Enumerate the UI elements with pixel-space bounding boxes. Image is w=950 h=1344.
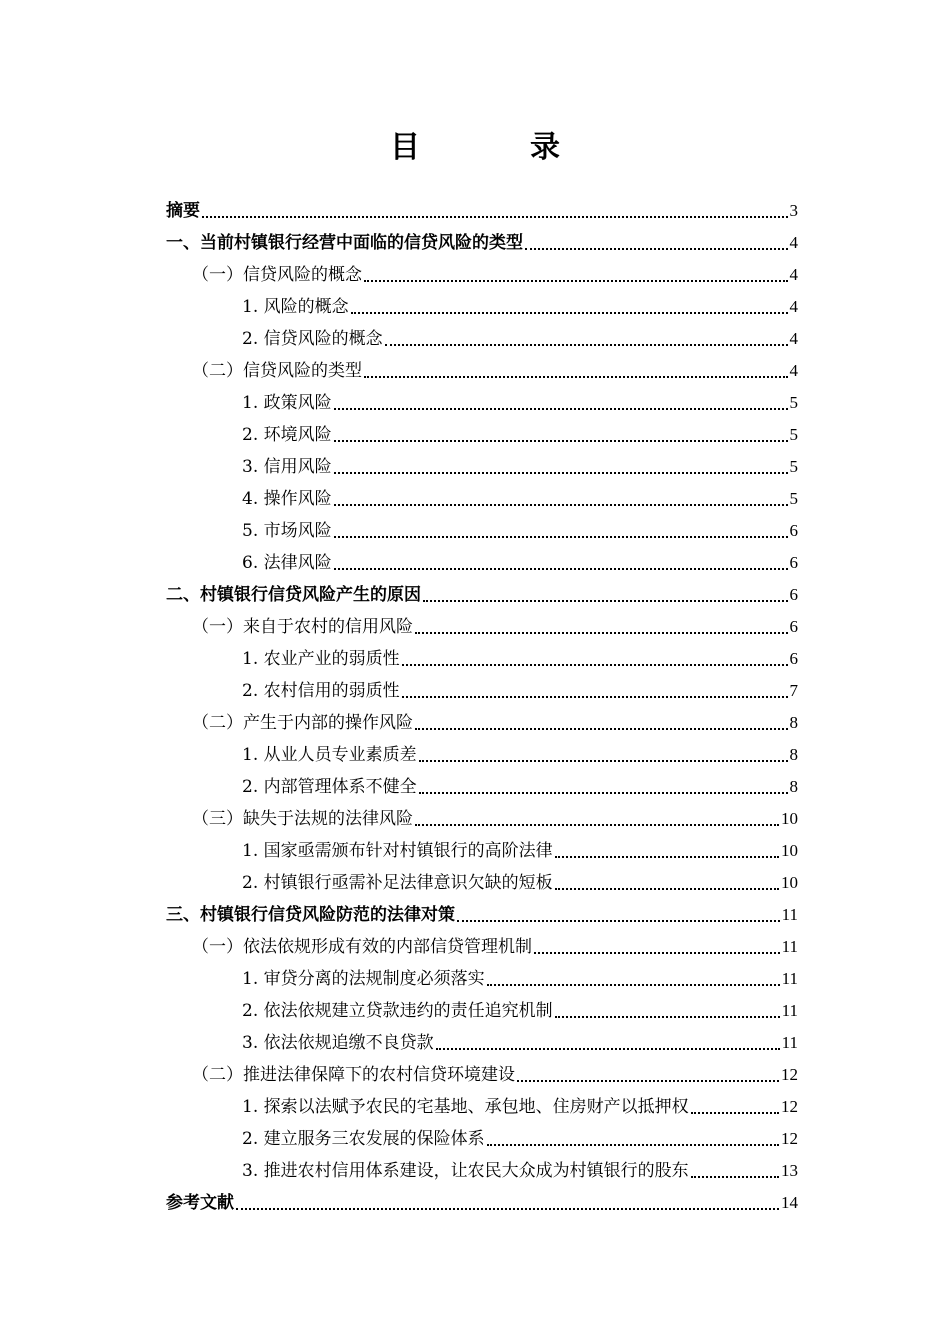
toc-entry-page: 4 <box>789 297 798 316</box>
toc-entry[interactable] <box>166 1059 798 1091</box>
toc-entry-page: 4 <box>789 329 798 348</box>
toc-entry[interactable] <box>166 1187 798 1219</box>
toc-leader-dots <box>419 792 788 794</box>
toc-leader-dots <box>525 248 788 250</box>
toc-entry-page: 10 <box>781 873 798 892</box>
toc-entry-title: 1. 从业人员专业素质差 <box>242 745 417 765</box>
toc-entry-title: 1. 政策风险 <box>242 393 332 413</box>
toc-entry-page: 7 <box>789 681 798 700</box>
toc-entry-page: 13 <box>781 1161 798 1180</box>
toc-leader-dots <box>334 568 788 570</box>
toc-entry-title: 参考文献 <box>166 1193 234 1213</box>
toc-entry-title: 摘要 <box>166 201 200 221</box>
toc-leader-dots <box>691 1112 779 1114</box>
toc-entry-title: 一、当前村镇银行经营中面临的信贷风险的类型 <box>166 233 523 253</box>
toc-entry-page: 6 <box>789 553 798 572</box>
toc-leader-dots <box>487 984 780 986</box>
toc-leader-dots <box>351 312 788 314</box>
toc-entry-page: 11 <box>781 969 798 988</box>
toc-entry-page: 6 <box>789 585 798 604</box>
toc-entry-page: 12 <box>781 1129 798 1148</box>
toc-leader-dots <box>334 536 788 538</box>
page-title: 目 录 <box>390 130 600 165</box>
toc-entry-page: 5 <box>789 393 798 412</box>
toc-entry[interactable] <box>166 643 798 675</box>
toc-entry-page: 10 <box>781 841 798 860</box>
toc-entry-page: 4 <box>789 361 798 380</box>
toc-leader-dots <box>415 824 779 826</box>
toc-leader-dots <box>334 440 788 442</box>
toc-entry-title: 1. 农业产业的弱质性 <box>242 649 400 669</box>
toc-entry-title: 1. 国家亟需颁布针对村镇银行的高阶法律 <box>242 841 553 861</box>
toc-leader-dots <box>534 952 780 954</box>
toc-entry-title: 2. 环境风险 <box>242 425 332 445</box>
toc-entry-title: 二、村镇银行信贷风险产生的原因 <box>166 585 421 605</box>
toc-entry-title: 3. 信用风险 <box>242 457 332 477</box>
toc-entry-page: 12 <box>781 1097 798 1116</box>
toc-entry-title: （一）依法依规形成有效的内部信贷管理机制 <box>192 937 532 957</box>
toc-entry[interactable] <box>166 387 798 419</box>
toc-entry[interactable] <box>166 1123 798 1155</box>
toc-entry-title: 2. 信贷风险的概念 <box>242 329 383 349</box>
toc-entry-page: 11 <box>781 905 798 924</box>
toc-entry-page: 5 <box>789 425 798 444</box>
toc-entry-page: 6 <box>789 649 798 668</box>
toc-entry-title: 3. 推进农村信用体系建设，让农民大众成为村镇银行的股东 <box>242 1161 689 1181</box>
toc-leader-dots <box>517 1080 779 1082</box>
toc-entry-page: 3 <box>789 201 798 220</box>
toc-leader-dots <box>415 728 788 730</box>
toc-entry-page: 10 <box>781 809 798 828</box>
toc-leader-dots <box>419 760 788 762</box>
toc-entry-page: 8 <box>789 777 798 796</box>
toc-entry-page: 12 <box>781 1065 798 1084</box>
toc-entry-page: 8 <box>789 713 798 732</box>
toc-entry[interactable] <box>166 803 798 835</box>
toc-entry-page: 4 <box>789 265 798 284</box>
toc-leader-dots <box>415 632 788 634</box>
toc-entry[interactable] <box>166 195 798 227</box>
toc-entry-page: 5 <box>789 489 798 508</box>
toc-entry-page: 6 <box>789 617 798 636</box>
toc-entry-title: 1. 探索以法赋予农民的宅基地、承包地、住房财产以抵押权 <box>242 1097 689 1117</box>
toc-entry-page: 6 <box>789 521 798 540</box>
toc-entry-title: 6. 法律风险 <box>242 553 332 573</box>
toc-entry-page: 11 <box>781 1033 798 1052</box>
toc-entry[interactable] <box>166 227 798 259</box>
toc-entry-title: （三）缺失于法规的法律风险 <box>192 809 413 829</box>
toc-entry[interactable] <box>166 931 798 963</box>
toc-entry-title: 1. 审贷分离的法规制度必须落实 <box>242 969 485 989</box>
toc-entry-title: （二）产生于内部的操作风险 <box>192 713 413 733</box>
toc-leader-dots <box>691 1176 779 1178</box>
toc-leader-dots <box>402 664 788 666</box>
toc-leader-dots <box>436 1048 780 1050</box>
toc-entry-title: 2. 内部管理体系不健全 <box>242 777 417 797</box>
toc-entry[interactable] <box>166 771 798 803</box>
toc-entry[interactable] <box>166 355 798 387</box>
toc-leader-dots <box>385 344 788 346</box>
toc-entry[interactable] <box>166 1027 798 1059</box>
toc-entry-title: 2. 依法依规建立贷款违约的责任追究机制 <box>242 1001 553 1021</box>
toc-entry[interactable] <box>166 259 798 291</box>
toc-entry-page: 8 <box>789 745 798 764</box>
toc-entry[interactable] <box>166 579 798 611</box>
toc-entry[interactable] <box>166 1155 798 1187</box>
toc-entry-title: 2. 农村信用的弱质性 <box>242 681 400 701</box>
toc-entry-title: （二）推进法律保障下的农村信贷环境建设 <box>192 1065 515 1085</box>
toc-entry[interactable] <box>166 451 798 483</box>
toc-entry[interactable] <box>166 547 798 579</box>
toc-entry-title: （一）来自于农村的信用风险 <box>192 617 413 637</box>
toc-leader-dots <box>457 920 780 922</box>
toc-entry-title: 5. 市场风险 <box>242 521 332 541</box>
toc-entry[interactable] <box>166 515 798 547</box>
toc-leader-dots <box>334 504 788 506</box>
toc-entry[interactable] <box>166 323 798 355</box>
toc-entry-page: 4 <box>789 233 798 252</box>
toc-leader-dots <box>334 472 788 474</box>
toc-entry[interactable] <box>166 707 798 739</box>
toc-leader-dots <box>423 600 788 602</box>
toc-entry[interactable] <box>166 611 798 643</box>
toc-leader-dots <box>555 888 779 890</box>
toc-leader-dots <box>487 1144 779 1146</box>
toc-entry[interactable] <box>166 483 798 515</box>
toc-entry-title: 2. 建立服务三农发展的保险体系 <box>242 1129 485 1149</box>
toc-entry[interactable] <box>166 995 798 1027</box>
toc-entry[interactable] <box>166 835 798 867</box>
toc-entry-title: （二）信贷风险的类型 <box>192 361 362 381</box>
toc-entry[interactable] <box>166 1091 798 1123</box>
toc-leader-dots <box>364 280 788 282</box>
toc-entry-title: （一）信贷风险的概念 <box>192 265 362 285</box>
toc-leader-dots <box>202 216 788 218</box>
toc-leader-dots <box>555 1016 780 1018</box>
toc-leader-dots <box>364 376 788 378</box>
toc-entry[interactable] <box>166 867 798 899</box>
toc-entry-page: 14 <box>781 1193 798 1212</box>
toc-leader-dots <box>236 1208 779 1210</box>
toc-entry[interactable] <box>166 675 798 707</box>
toc-leader-dots <box>334 408 788 410</box>
toc-entry-page: 11 <box>781 1001 798 1020</box>
table-of-contents <box>166 195 798 1219</box>
toc-entry[interactable] <box>166 739 798 771</box>
toc-entry-title: 三、村镇银行信贷风险防范的法律对策 <box>166 905 455 925</box>
toc-leader-dots <box>402 696 788 698</box>
toc-entry[interactable] <box>166 963 798 995</box>
toc-entry[interactable] <box>166 291 798 323</box>
toc-entry-title: 2. 村镇银行亟需补足法律意识欠缺的短板 <box>242 873 553 893</box>
toc-entry-page: 11 <box>781 937 798 956</box>
toc-entry-page: 5 <box>789 457 798 476</box>
toc-leader-dots <box>555 856 779 858</box>
toc-entry-title: 4. 操作风险 <box>242 489 332 509</box>
toc-entry[interactable] <box>166 899 798 931</box>
toc-entry[interactable] <box>166 419 798 451</box>
toc-entry-title: 1. 风险的概念 <box>242 297 349 317</box>
toc-entry-title: 3. 依法依规追缴不良贷款 <box>242 1033 434 1053</box>
